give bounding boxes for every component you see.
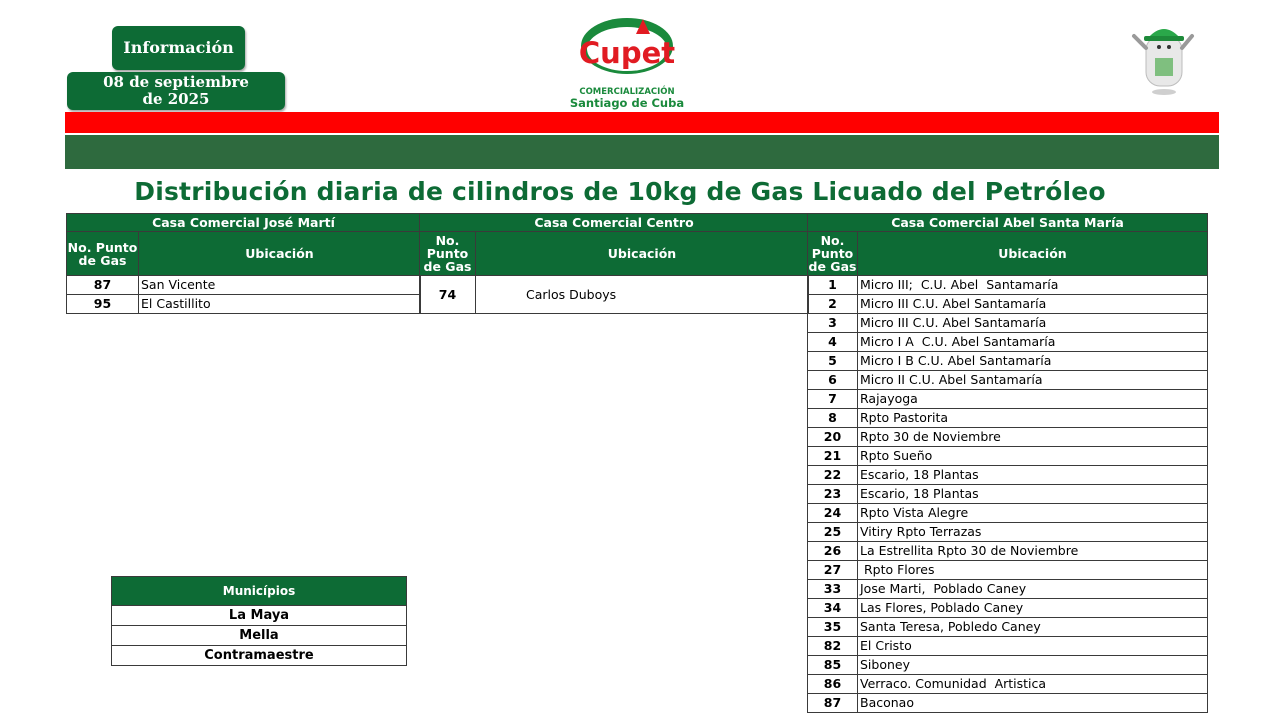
table-row (67, 276, 421, 295)
punto-number: 26 (808, 542, 858, 561)
punto-location: Baconao (858, 694, 1208, 713)
punto-number: 22 (808, 466, 858, 485)
punto-number: 85 (808, 656, 858, 675)
punto-number: 24 (808, 504, 858, 523)
page-title: Distribución diaria de cilindros de 10kg de Gas Licuado del Petróleo (134, 177, 1106, 206)
table-row (808, 466, 1208, 485)
municipios-header: Municípios (112, 577, 407, 606)
punto-location: El Castillito (139, 295, 421, 314)
punto-location: Rpto Flores (858, 561, 1208, 580)
date-badge (67, 72, 285, 110)
cupet-logo (570, 14, 690, 114)
table-row (808, 314, 1208, 333)
punto-number: 20 (808, 428, 858, 447)
logo-line-2: Santiago de Cuba (570, 96, 685, 110)
column-header-ubicacion: Ubicación (139, 232, 421, 276)
table-row (808, 656, 1208, 675)
punto-number: 87 (808, 694, 858, 713)
municipio-name: Contramaestre (112, 646, 407, 666)
list-item (112, 626, 407, 646)
punto-number: 34 (808, 599, 858, 618)
red-band (65, 112, 1219, 133)
punto-number: 6 (808, 371, 858, 390)
group-header-jose-marti: Casa Comercial José Martí (67, 214, 421, 232)
list-item (112, 606, 407, 626)
punto-location: El Cristo (858, 637, 1208, 656)
table-row (808, 485, 1208, 504)
gas-cylinder-mascot-icon (1128, 18, 1198, 98)
date-line-1: 08 de septiembre (103, 73, 249, 91)
table-row (808, 333, 1208, 352)
column-header-ubicacion: Ubicación (476, 232, 809, 276)
column-header-no-punto: No. Punto de Gas (420, 232, 476, 276)
group-header-centro: Casa Comercial Centro (420, 214, 809, 232)
punto-location: Siboney (858, 656, 1208, 675)
punto-location: Las Flores, Poblado Caney (858, 599, 1208, 618)
punto-number: 2 (808, 295, 858, 314)
punto-number: 25 (808, 523, 858, 542)
table-jose-marti (66, 213, 421, 314)
table-row (808, 523, 1208, 542)
table-municipios (111, 576, 407, 666)
table-row (808, 428, 1208, 447)
table-row (808, 675, 1208, 694)
table-row (808, 352, 1208, 371)
table-row (808, 561, 1208, 580)
punto-location: Micro III; C.U. Abel Santamaría (858, 276, 1208, 295)
punto-location: Rpto Vista Alegre (858, 504, 1208, 523)
logo-line-1: COMERCIALIZACIÓN (579, 87, 675, 97)
table-row (808, 542, 1208, 561)
punto-location: Micro II C.U. Abel Santamaría (858, 371, 1208, 390)
punto-number: 1 (808, 276, 858, 295)
table-row (808, 580, 1208, 599)
punto-number: 74 (420, 276, 476, 314)
table-row (808, 295, 1208, 314)
punto-number: 33 (808, 580, 858, 599)
punto-number: 4 (808, 333, 858, 352)
punto-location: Rpto Sueño (858, 447, 1208, 466)
table-abel-santa-maria (807, 213, 1208, 713)
info-badge: Información (112, 26, 245, 70)
punto-number: 3 (808, 314, 858, 333)
punto-location: Santa Teresa, Pobledo Caney (858, 618, 1208, 637)
punto-location: Micro I B C.U. Abel Santamaría (858, 352, 1208, 371)
punto-location: San Vicente (139, 276, 421, 295)
punto-location: Micro I A C.U. Abel Santamaría (858, 333, 1208, 352)
table-row (808, 276, 1208, 295)
table-row (808, 618, 1208, 637)
punto-location: Carlos Duboys (476, 276, 809, 314)
table-row (808, 599, 1208, 618)
punto-location: Micro III C.U. Abel Santamaría (858, 295, 1208, 314)
table-row (67, 295, 421, 314)
punto-location: Verraco. Comunidad Artistica (858, 675, 1208, 694)
list-item (112, 646, 407, 666)
punto-location: Rpto Pastorita (858, 409, 1208, 428)
punto-number: 86 (808, 675, 858, 694)
punto-number: 82 (808, 637, 858, 656)
punto-number: 5 (808, 352, 858, 371)
logo-brand: Cupet (578, 36, 676, 70)
punto-location: Vitiry Rpto Terrazas (858, 523, 1208, 542)
punto-location: Jose Marti, Poblado Caney (858, 580, 1208, 599)
table-row (808, 371, 1208, 390)
punto-number: 95 (67, 295, 139, 314)
table-centro (419, 213, 809, 314)
table-row (808, 637, 1208, 656)
column-header-no-punto: No. Punto de Gas (67, 232, 139, 276)
table-row (808, 504, 1208, 523)
punto-number: 8 (808, 409, 858, 428)
punto-number: 7 (808, 390, 858, 409)
punto-number: 27 (808, 561, 858, 580)
table-row (420, 276, 809, 314)
municipio-name: La Maya (112, 606, 407, 626)
punto-location: Escario, 18 Plantas (858, 466, 1208, 485)
table-row (808, 409, 1208, 428)
table-row (808, 390, 1208, 409)
punto-location: Micro III C.U. Abel Santamaría (858, 314, 1208, 333)
punto-location: Rajayoga (858, 390, 1208, 409)
punto-number: 23 (808, 485, 858, 504)
group-header-abel-santa-maria: Casa Comercial Abel Santa María (808, 214, 1208, 232)
column-header-no-punto: No. Punto de Gas (808, 233, 857, 274)
punto-location: Rpto 30 de Noviembre (858, 428, 1208, 447)
table-row (808, 694, 1208, 713)
green-band (65, 135, 1219, 169)
date-line-2: de 2025 (142, 90, 210, 108)
punto-location: Escario, 18 Plantas (858, 485, 1208, 504)
punto-number: 35 (808, 618, 858, 637)
punto-number: 21 (808, 447, 858, 466)
table-row (808, 447, 1208, 466)
column-header-ubicacion: Ubicación (858, 232, 1208, 276)
punto-number: 87 (67, 276, 139, 295)
municipio-name: Mella (112, 626, 407, 646)
punto-location: La Estrellita Rpto 30 de Noviembre (858, 542, 1208, 561)
